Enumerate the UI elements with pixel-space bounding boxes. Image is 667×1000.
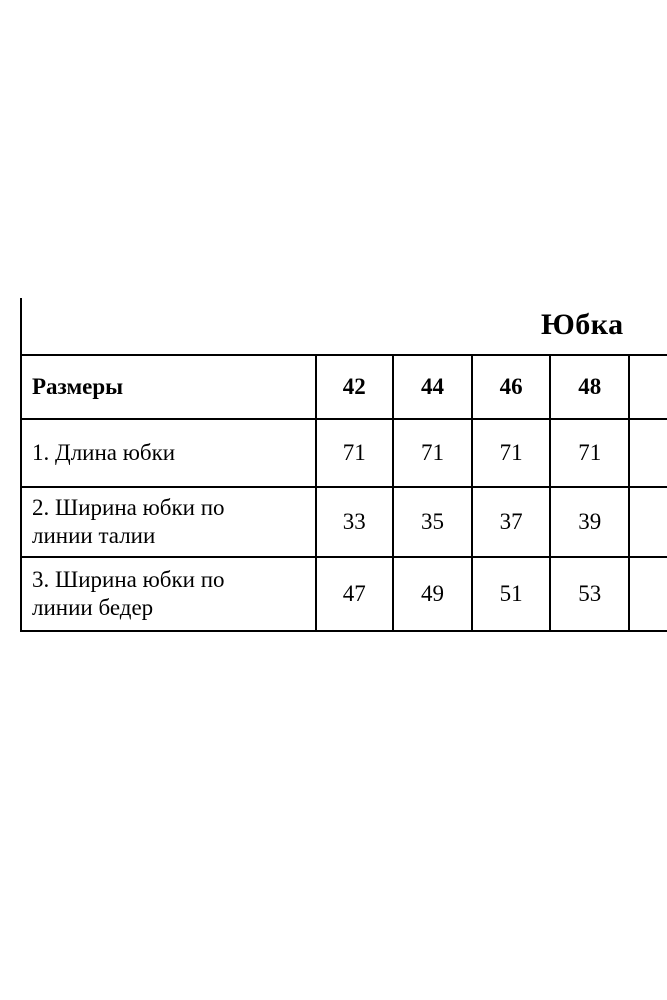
table-cell: 51 [472,557,550,631]
cropped-cell [629,487,667,557]
cropped-cell [629,557,667,631]
row-label [21,419,316,487]
table-cell: 71 [393,419,472,487]
size-header-cell: 48 [550,355,629,419]
size-header-cell: 46 [472,355,550,419]
row-label-line: линии бедер [32,595,154,620]
size-header-cell: 42 [316,355,393,419]
table-row [21,419,667,487]
size-header-cell: 44 [393,355,472,419]
table-frame-left-border [20,298,22,356]
row-label [21,487,316,557]
table-cell: 35 [393,487,472,557]
table-cell: 33 [316,487,393,557]
table-header-row [21,355,667,419]
table-cell: 71 [472,419,550,487]
table-cell: 71 [550,419,629,487]
row-label [21,557,316,631]
table-cell: 47 [316,557,393,631]
table-title: Юбка [541,308,624,341]
row-label-line: 3. Ширина юбки по [32,567,225,592]
table-cell: 37 [472,487,550,557]
table-cell: 49 [393,557,472,631]
table-row [21,557,667,631]
row-label-line: 1. Длина юбки [32,440,176,465]
row-label-line: линии талии [32,523,156,548]
size-chart-table [20,354,667,632]
table-cell: 39 [550,487,629,557]
cropped-cell [629,355,667,419]
row-label-line: 2. Ширина юбки по [32,495,225,520]
table-cell: 71 [316,419,393,487]
table-row [21,487,667,557]
header-label-sizes: Размеры [21,355,316,419]
table-cell: 53 [550,557,629,631]
cropped-cell [629,419,667,487]
